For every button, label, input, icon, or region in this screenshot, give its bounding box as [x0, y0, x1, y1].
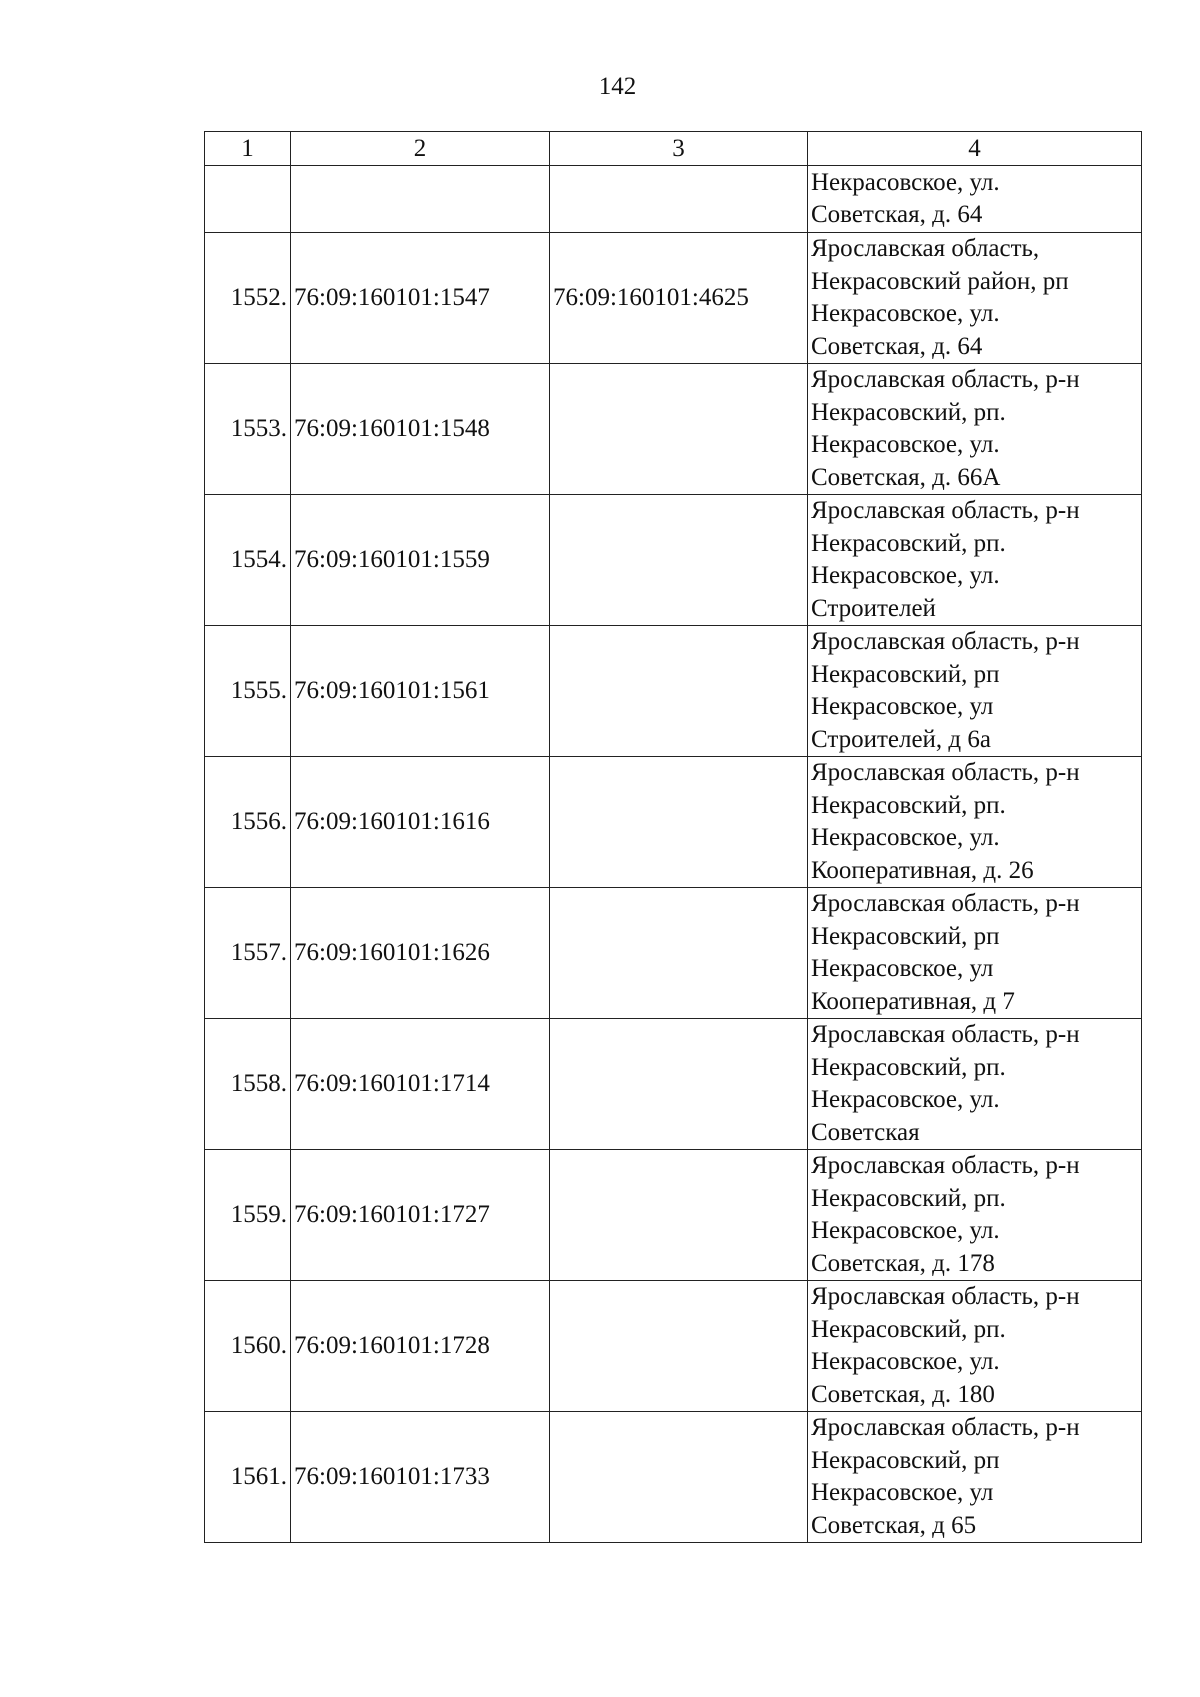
address-line: Некрасовское, ул. [811, 300, 1000, 327]
cell-cadastral-2 [550, 495, 808, 626]
address-line: Ярославская область, [811, 235, 1040, 262]
address-line: Некрасовский, рп [811, 922, 1000, 950]
table-row [205, 233, 1142, 364]
continuation-row [205, 166, 1142, 233]
address-line: Некрасовский, рп. [811, 791, 1006, 819]
address-line: Некрасовское, ул [811, 1479, 994, 1506]
address-line: Строителей [811, 594, 936, 622]
table-row [205, 1019, 1142, 1150]
address-line: Некрасовское, ул. [811, 1086, 1000, 1113]
address-line: Некрасовское, ул. [811, 824, 1000, 851]
table-row [205, 888, 1142, 1019]
address-line: Советская, д 65 [811, 1511, 977, 1539]
cell-number: 1561. [205, 1412, 291, 1543]
address-line: Некрасовский район, рп [811, 267, 1069, 295]
cell-cadastral-2 [550, 1019, 808, 1150]
address-line: Ярославская область, р-н [811, 1414, 1080, 1441]
address-line: Ярославская область, р-н [811, 497, 1080, 524]
address-line: Ярославская область, р-н [811, 1283, 1080, 1310]
table-row [205, 757, 1142, 888]
address-line: Некрасовское, ул [811, 693, 994, 720]
cell-cadastral-2 [550, 1150, 808, 1281]
address-line: Некрасовский, рп. [811, 1184, 1006, 1212]
cell-cadastral-2: 76:09:160101:4625 [550, 233, 808, 364]
cell-cadastral: 76:09:160101:1626 [291, 888, 550, 1019]
address-line: Строителей, д 6а [811, 725, 991, 753]
cell-address [808, 1019, 1142, 1150]
address-line: Некрасовское, ул. [811, 562, 1000, 589]
address-line: Ярославская область, р-н [811, 1021, 1080, 1048]
address-line: Некрасовское, ул. [811, 1348, 1000, 1375]
cell-address [808, 233, 1142, 364]
cell-address [808, 757, 1142, 888]
cell-cadastral: 76:09:160101:1561 [291, 626, 550, 757]
cell-cadastral: 76:09:160101:1727 [291, 1150, 550, 1281]
cell-cadastral-2 [550, 364, 808, 495]
cell-cadastral: 76:09:160101:1714 [291, 1019, 550, 1150]
address-line: Некрасовский, рп [811, 660, 1000, 688]
table-row [205, 1281, 1142, 1412]
cell-address [808, 888, 1142, 1019]
cell-number: 1552. [205, 233, 291, 364]
cell-cadastral-2 [550, 626, 808, 757]
address-line: Кооперативная, д. 26 [811, 856, 1034, 884]
address-line: Кооперативная, д 7 [811, 987, 1015, 1015]
address-line: Некрасовское, ул [811, 955, 994, 982]
cell-number: 1556. [205, 757, 291, 888]
cell-number: 1560. [205, 1281, 291, 1412]
cell-number [205, 166, 291, 233]
address-line: Некрасовское, ул. [811, 431, 1000, 458]
address-line: Ярославская область, р-н [811, 759, 1080, 786]
address-line: Советская, д. 66А [811, 463, 1001, 491]
table-row [205, 1150, 1142, 1281]
cell-address [808, 1412, 1142, 1543]
table-row [205, 495, 1142, 626]
address-line: Некрасовский, рп [811, 1446, 1000, 1474]
address-line: Советская [811, 1118, 920, 1146]
cell-address [808, 364, 1142, 495]
address-line: Ярославская область, р-н [811, 366, 1080, 393]
cell-cadastral: 76:09:160101:1548 [291, 364, 550, 495]
address-line: Некрасовское, ул. [811, 168, 1000, 196]
table-row [205, 1412, 1142, 1543]
header-col-2: 2 [291, 132, 550, 166]
table-row [205, 626, 1142, 757]
cell-number: 1554. [205, 495, 291, 626]
address-line: Некрасовский, рп. [811, 1315, 1006, 1343]
cell-cadastral-2 [550, 166, 808, 233]
cell-cadastral-2 [550, 888, 808, 1019]
address-line: Некрасовский, рп. [811, 1053, 1006, 1081]
header-col-4: 4 [808, 132, 1142, 166]
cell-cadastral: 76:09:160101:1616 [291, 757, 550, 888]
cell-number: 1559. [205, 1150, 291, 1281]
address-line: Некрасовский, рп. [811, 529, 1006, 557]
cell-cadastral-2 [550, 1412, 808, 1543]
cell-cadastral-2 [550, 757, 808, 888]
header-row [205, 132, 1142, 166]
address-line: Некрасовское, ул. [811, 1217, 1000, 1244]
address-line: Ярославская область, р-н [811, 890, 1080, 917]
address-line: Советская, д. 64 [811, 201, 983, 228]
address-line: Ярославская область, р-н [811, 1152, 1080, 1179]
registry-table [204, 131, 1142, 1543]
page-number: 142 [598, 73, 637, 100]
cell-number: 1555. [205, 626, 291, 757]
cell-number: 1558. [205, 1019, 291, 1150]
cell-address [808, 1150, 1142, 1281]
table-row [205, 364, 1142, 495]
address-line: Советская, д. 64 [811, 332, 983, 360]
address-line: Советская, д. 178 [811, 1249, 995, 1277]
cell-address [808, 495, 1142, 626]
cell-number: 1557. [205, 888, 291, 1019]
header-col-3: 3 [550, 132, 808, 166]
address-line: Некрасовский, рп. [811, 398, 1006, 426]
address-line: Ярославская область, р-н [811, 628, 1080, 655]
cell-address [808, 626, 1142, 757]
cell-number: 1553. [205, 364, 291, 495]
cell-cadastral: 76:09:160101:1728 [291, 1281, 550, 1412]
cell-address [808, 1281, 1142, 1412]
cell-cadastral: 76:09:160101:1547 [291, 233, 550, 364]
cell-cadastral-2 [550, 1281, 808, 1412]
header-col-1: 1 [205, 132, 291, 166]
cell-cadastral [291, 166, 550, 233]
cell-address [808, 166, 1142, 233]
cell-cadastral: 76:09:160101:1559 [291, 495, 550, 626]
cell-cadastral: 76:09:160101:1733 [291, 1412, 550, 1543]
registry-table-body [205, 132, 1142, 1543]
address-line: Советская, д. 180 [811, 1380, 995, 1408]
